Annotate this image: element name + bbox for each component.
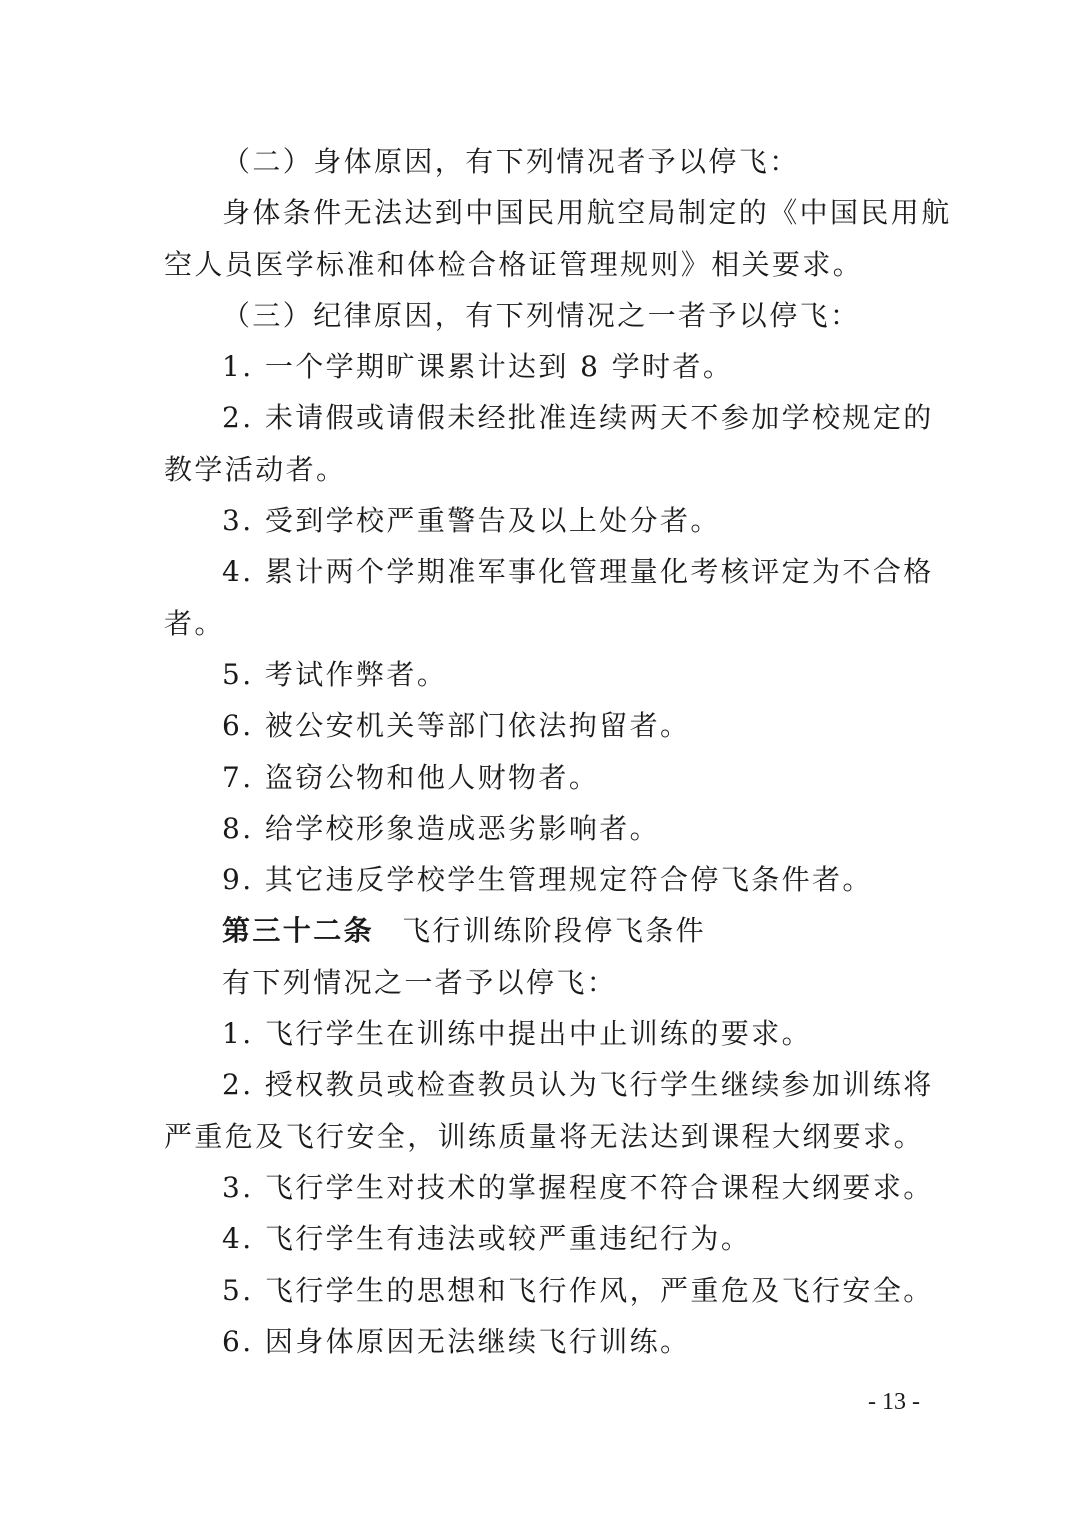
list-item: 3. 受到学校严重警告及以上处分者。 xyxy=(222,504,721,538)
list-item: 4. 累计两个学期准军事化管理量化考核评定为不合格 xyxy=(222,555,934,589)
list-item: 7. 盗窃公物和他人财物者。 xyxy=(222,760,600,794)
list-item xyxy=(164,854,916,905)
list-item-number: 9. xyxy=(222,863,254,897)
list-item: 2. 未请假或请假未经批准连续两天不参加学校规定的 xyxy=(222,401,934,435)
list-item: 5. 飞行学生的思想和飞行作风，严重危及飞行安全。 xyxy=(222,1273,934,1307)
paragraph-line: 空人员医学标准和体检合格证管理规则》相关要求。 xyxy=(164,247,864,281)
section-heading-discipline: （三）纪律原因，有下列情况之一者予以停飞： xyxy=(222,298,861,332)
document-body xyxy=(164,136,952,1367)
list-item: 2. 授权教员或检查教员认为飞行学生继续参加训练将 xyxy=(222,1068,934,1102)
paragraph-line: 有下列情况之一者予以停飞： xyxy=(222,965,618,999)
list-item: 8. 给学校形象造成恶劣影响者。 xyxy=(222,811,661,845)
page-number: - 13 - xyxy=(868,1389,920,1415)
list-item-continuation: 严重危及飞行安全，训练质量将无法达到课程大纲要求。 xyxy=(164,1119,925,1153)
paragraph-line: 身体条件无法达到中国民用航空局制定的《中国民用航 xyxy=(222,196,952,230)
list-item: 1. 一个学期旷课累计达到 8 学时者。 xyxy=(222,350,734,384)
article-number: 第三十二条 xyxy=(222,914,375,948)
article-title: 飞行训练阶段停飞条件 xyxy=(402,914,707,948)
article-heading-line xyxy=(164,905,916,956)
list-item: 1. 飞行学生在训练中提出中止训练的要求。 xyxy=(222,1017,813,1051)
list-item-continuation: 者。 xyxy=(164,606,225,640)
list-item-continuation: 教学活动者。 xyxy=(164,452,347,486)
list-item: 3. 飞行学生对技术的掌握程度不符合课程大纲要求。 xyxy=(222,1170,934,1204)
list-item: 4. 飞行学生有违法或较严重违纪行为。 xyxy=(222,1222,752,1256)
section-heading-physical: （二）身体原因，有下列情况者予以停飞： xyxy=(222,145,800,178)
list-item-text: 其它违反学校学生管理规定符合停飞条件者。 xyxy=(253,863,873,897)
list-item: 5. 考试作弊者。 xyxy=(222,657,448,691)
list-item: 6. 被公安机关等部门依法拘留者。 xyxy=(222,709,691,743)
list-item: 6. 因身体原因无法继续飞行训练。 xyxy=(222,1324,691,1358)
